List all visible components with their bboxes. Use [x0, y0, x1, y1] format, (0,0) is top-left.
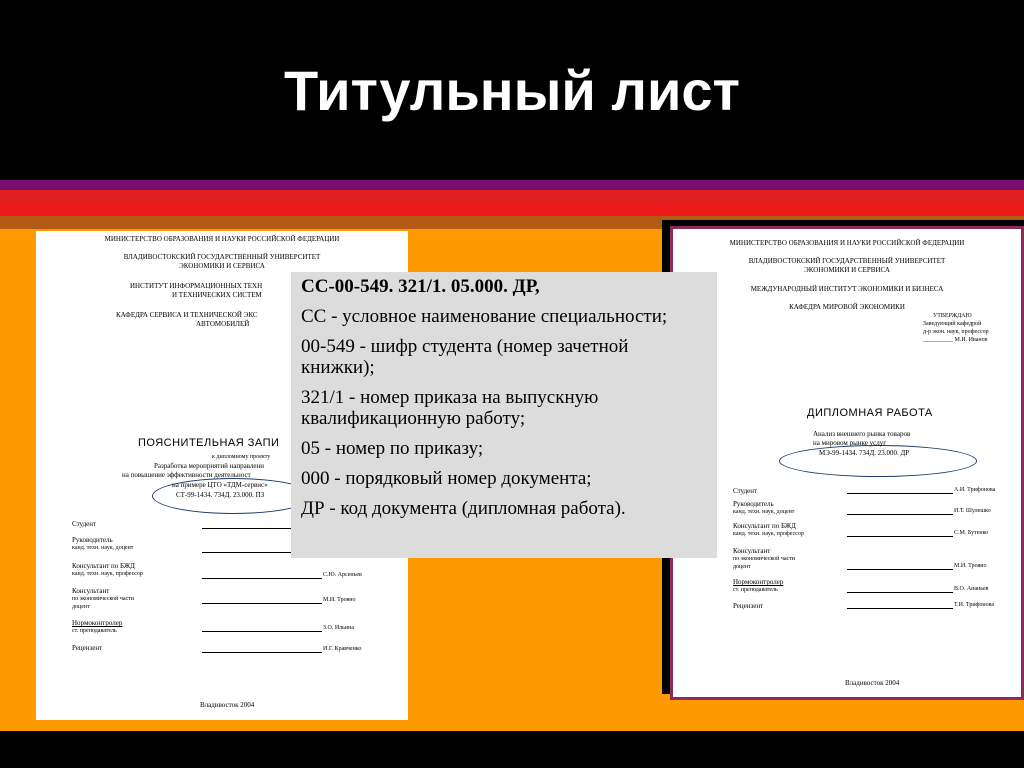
ministry-line: МИНИСТЕРСТВО ОБРАЗОВАНИЯ И НАУКИ РОССИЙСКОЙ ФЕДЕРАЦИИ [729, 239, 965, 247]
topic-line-1: Анализ внешнего рынка товаров [813, 430, 911, 438]
signature-role: Нормоконтролер [72, 619, 123, 627]
topic-line-2: на мировом рынке услуг [813, 439, 887, 447]
signature-line [847, 592, 953, 593]
slide-title: Титульный лист [284, 58, 740, 122]
signature-role: Консультант по БЖД [72, 562, 135, 570]
signature-role: Рецензент [733, 602, 764, 610]
signature-line [847, 608, 953, 609]
signature-role-detail: канд. техн. наук, доцент [733, 509, 795, 515]
approve-position: Заведующий кафедрой [923, 321, 982, 327]
code-example: СС-00-549. 321/1. 05.000. ДР, [301, 276, 540, 297]
signature-name: М.И. Трояно [954, 563, 987, 569]
signature-role: Студент [733, 487, 758, 495]
university-line-2: ЭКОНОМИКИ И СЕРВИСА [804, 266, 890, 274]
signature-line [202, 603, 322, 604]
document-subtitle: к дипломному проекту [212, 454, 271, 460]
signature-name: В.О. Ананьев [954, 586, 989, 592]
signature-role-detail: ст. преподаватель [72, 628, 117, 634]
signature-line [847, 493, 953, 494]
code-highlight-oval [152, 478, 314, 514]
bottom-band [0, 731, 1024, 768]
topic-line-3: на примере ЦТО «ТДМ-сервис» [172, 481, 268, 489]
signature-role-detail: доцент [733, 564, 751, 570]
department-line-1: КАФЕДРА СЕРВИСА И ТЕХНИЧЕСКОЙ ЭКС [116, 311, 258, 319]
signature-role: Студент [72, 520, 97, 528]
code-highlight-oval [779, 445, 977, 477]
signature-name: М.И. Трояно [323, 597, 356, 603]
topic-line-2: на повышение эффективности деятельност [122, 471, 251, 479]
signature-name: А.И. Трифонова [954, 487, 996, 493]
signature-role-detail: ст. преподаватель [733, 587, 778, 593]
signature-line [202, 652, 322, 653]
institute-line-1: ИНСТИТУТ ИНФОРМАЦИОННЫХ ТЕХН [130, 282, 263, 290]
signature-name: С.Ю. Арсеньев [323, 572, 362, 578]
signature-role-detail: канд. техн. наук, доцент [72, 545, 134, 551]
approve-degree: д-р экон. наук, профессор [923, 329, 989, 335]
approve-signature: __________ М.И. Иванов [923, 337, 988, 343]
stripe-red-2 [0, 203, 1024, 216]
signature-role: Нормоконтролер [733, 578, 784, 586]
code-explanation-panel [291, 272, 717, 558]
explanation-item: 05 - номер по приказу; [301, 438, 484, 459]
signature-name: И.Т. Шулешко [954, 508, 991, 514]
signature-role: Рецензент [72, 644, 103, 652]
stripe-purple [0, 180, 1024, 190]
department-line: КАФЕДРА МИРОВОЙ ЭКОНОМИКИ [789, 303, 905, 311]
signature-role-detail: канд. техн. наук, профессор [733, 531, 804, 537]
stripe-red [0, 190, 1024, 203]
signature-line [847, 536, 953, 537]
institute-line: МЕЖДУНАРОДНЫЙ ИНСТИТУТ ЭКОНОМИКИ И БИЗНЕСА [750, 285, 944, 293]
signature-line [847, 514, 953, 515]
explanation-item: 00-549 - шифр студента (номер зачетной книжки); [301, 336, 629, 378]
university-line-1: ВЛАДИВОСТОКСКИЙ ГОСУДАРСТВЕННЫЙ УНИВЕРСИТЕТ [123, 253, 321, 261]
signature-role: Консультант по БЖД [733, 522, 796, 530]
department-line-2: АВТОМОБИЛЕЙ [196, 320, 250, 328]
signature-role-detail: по экономической части [72, 596, 134, 602]
explanation-item: СС - условное наименование специальности; [301, 306, 668, 327]
title-page-diploma-work [670, 226, 1024, 700]
explanation-item: ДР - код документа (дипломная работа). [301, 498, 626, 519]
signature-line [202, 578, 322, 579]
institute-line-2: И ТЕХНИЧЕСКИХ СИСТЕМ [172, 291, 262, 299]
signature-name: С.М. Бутенко [954, 530, 989, 536]
document-type: ПОЯСНИТЕЛЬНАЯ ЗАПИ [138, 437, 280, 449]
signature-name: З.О. Ильина [323, 625, 354, 631]
university-line-1: ВЛАДИВОСТОКСКИЙ ГОСУДАРСТВЕННЫЙ УНИВЕРСИТЕТ [748, 257, 946, 265]
topic-line-1: Разработка мероприятий направленн [154, 462, 265, 470]
signature-name: И.Г. Кравченко [323, 646, 362, 652]
approve-label: УТВЕРЖДАЮ [933, 313, 972, 319]
doc-footer: Владивосток 2004 [200, 701, 255, 709]
signature-role: Руководитель [72, 536, 113, 544]
explanation-item: 000 - порядковый номер документа; [301, 468, 592, 489]
document-code: СТ-99-1434. 734Д. 23.000. ПЗ [176, 491, 265, 499]
university-line-2: ЭКОНОМИКИ И СЕРВИСА [179, 262, 265, 270]
signature-role-detail: канд. техн. наук, профессор [72, 571, 143, 577]
signature-line [202, 631, 322, 632]
document-type: ДИПЛОМНАЯ РАБОТА [807, 407, 933, 419]
signature-role: Консультант [733, 547, 771, 555]
explanation-item: 321/1 - номер приказа на выпускную квалификационную работу; [301, 387, 599, 429]
signature-role-detail: доцент [72, 604, 90, 610]
signature-line [847, 569, 953, 570]
signature-name: Т.И. Трифонова [954, 602, 995, 608]
signature-role: Руководитель [733, 500, 774, 508]
signature-role-detail: по экономической части [733, 556, 795, 562]
doc-footer: Владивосток 2004 [845, 679, 900, 687]
document-code: МЭ-99-1434. 734Д. 23.000. ДР [819, 449, 910, 457]
ministry-line: МИНИСТЕРСТВО ОБРАЗОВАНИЯ И НАУКИ РОССИЙСКОЙ ФЕДЕРАЦИИ [104, 235, 340, 243]
signature-role: Консультант [72, 587, 110, 595]
